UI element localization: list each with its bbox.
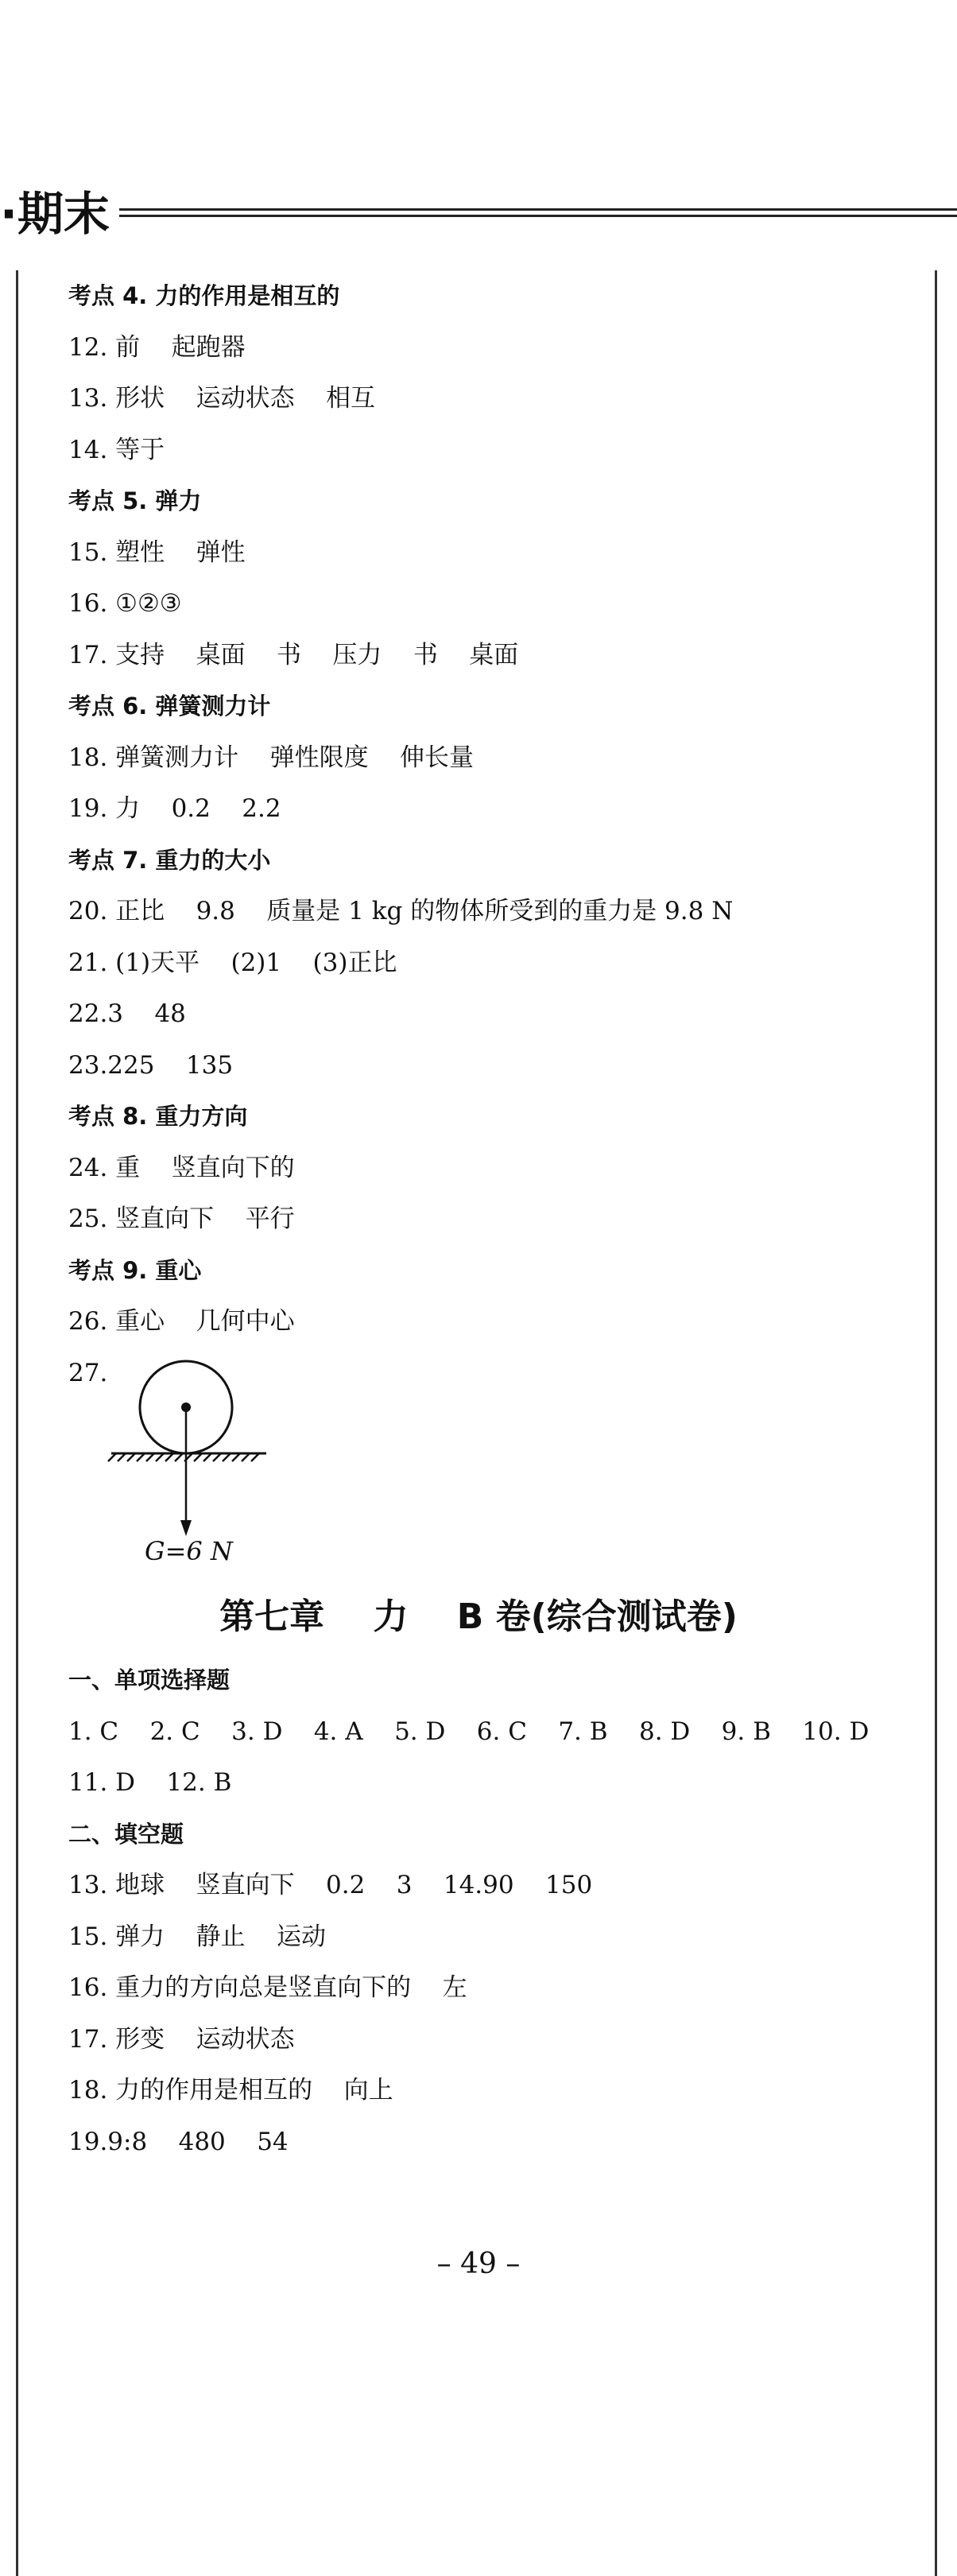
answer-line: 11. D 12. B bbox=[68, 1768, 232, 1797]
section-heading: 考点 4. 力的作用是相互的 bbox=[68, 282, 340, 309]
answer-line: 17. 支持 桌面 书 压力 书 桌面 bbox=[68, 640, 519, 669]
answer-line: 22.3 48 bbox=[68, 999, 186, 1028]
answer-line: 25. 竖直向下 平行 bbox=[68, 1205, 295, 1233]
answer-line: 21. (1)天平 (2)1 (3)正比 bbox=[68, 948, 397, 977]
answer-line: 13. 形状 运动状态 相互 bbox=[68, 384, 375, 413]
frame-right-border bbox=[935, 270, 937, 2576]
answer-line: 19.9:8 480 54 bbox=[68, 2127, 289, 2156]
answer-line: 15. 弹力 静止 运动 bbox=[68, 1922, 326, 1951]
answer-line: 18. 力的作用是相互的 向上 bbox=[68, 2076, 393, 2105]
page-number: – 49 – bbox=[436, 2248, 521, 2280]
gravity-label: G=6 N bbox=[145, 1536, 233, 1566]
answer-line: 16. 重力的方向总是竖直向下的 左 bbox=[68, 1973, 467, 2002]
answer-line: 24. 重 竖直向下的 bbox=[68, 1153, 295, 1182]
gravity-arrow-head bbox=[180, 1520, 192, 1536]
answer-line: 23.225 135 bbox=[68, 1050, 234, 1080]
answer-line: 20. 正比 9.8 质量是 1 kg 的物体所受到的重力是 9.8 N bbox=[68, 897, 734, 925]
gravity-diagram bbox=[103, 1352, 286, 1566]
answer-line: 27. bbox=[68, 1358, 108, 1387]
answer-line: 26. 重心 几何中心 bbox=[68, 1307, 295, 1336]
header-title: ·期末 bbox=[0, 187, 110, 241]
answer-line: 1. C 2. C 3. D 4. A 5. D 6. C 7. B 8. D 9. B 10. D bbox=[68, 1717, 870, 1746]
answer-line: 14. 等于 bbox=[68, 435, 165, 464]
section-heading: 一、单项选择题 bbox=[68, 1666, 231, 1693]
header-double-rule bbox=[119, 208, 957, 221]
section-title: 第七章 力 B 卷(综合测试卷) bbox=[219, 1596, 738, 1637]
section-heading: 考点 6. 弹簧测力计 bbox=[68, 692, 271, 720]
section-heading: 二、填空题 bbox=[68, 1820, 184, 1848]
section-heading: 考点 8. 重力方向 bbox=[68, 1103, 248, 1130]
answer-line: 13. 地球 竖直向下 0.2 3 14.90 150 bbox=[68, 1871, 593, 1899]
answer-line: 12. 前 起跑器 bbox=[68, 332, 246, 362]
frame-left-border bbox=[16, 270, 18, 2576]
section-heading: 考点 9. 重心 bbox=[68, 1256, 202, 1284]
answer-line: 18. 弹簧测力计 弹性限度 伸长量 bbox=[68, 743, 474, 772]
answer-line: 15. 塑性 弹性 bbox=[68, 537, 246, 567]
section-heading: 考点 5. 弹力 bbox=[68, 487, 202, 514]
section-heading: 考点 7. 重力的大小 bbox=[68, 846, 271, 874]
answer-line: 16. ①②③ bbox=[68, 589, 182, 618]
answer-line: 17. 形变 运动状态 bbox=[68, 2024, 295, 2054]
answer-line: 19. 力 0.2 2.2 bbox=[68, 794, 281, 823]
